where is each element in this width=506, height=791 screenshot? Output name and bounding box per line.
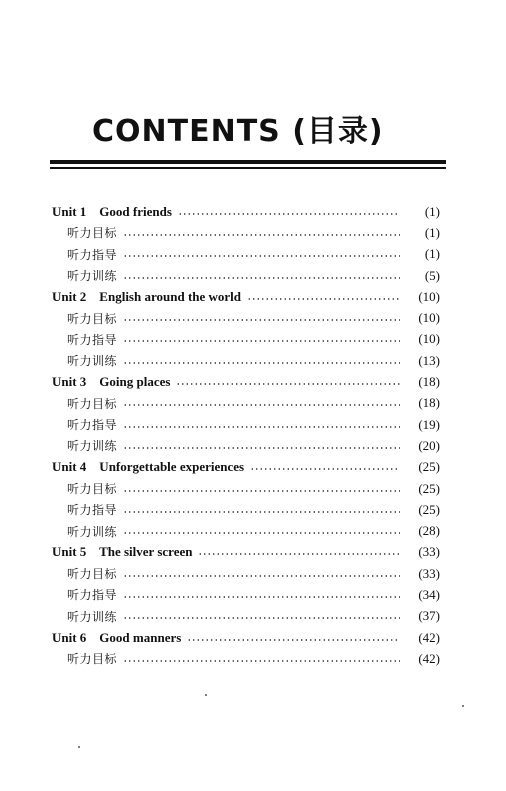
- toc-sub-entry: [0, 648, 506, 669]
- dot-leader: [123, 532, 400, 534]
- toc-page-number: (25): [418, 501, 440, 517]
- toc-sub-entry: [0, 499, 506, 520]
- toc-unit-entry: [0, 542, 506, 563]
- dot-leader: [123, 319, 400, 321]
- toc-page-number: (25): [418, 459, 440, 475]
- toc-sub-entry: [0, 350, 506, 371]
- dot-leader: [178, 213, 400, 215]
- toc-page-number: (19): [418, 416, 440, 432]
- toc-page-number: (10): [418, 288, 440, 304]
- page-title: CONTENTS (目录): [92, 114, 384, 149]
- dot-leader: [123, 447, 400, 449]
- toc-sub-entry: [0, 393, 506, 414]
- dot-leader: [123, 426, 400, 428]
- toc-entry-label: 听力训练: [67, 354, 118, 369]
- dot-leader: [123, 340, 400, 342]
- toc-sub-entry: [0, 414, 506, 435]
- toc-entry-label: 听力训练: [67, 609, 118, 624]
- toc-page-number: (18): [418, 395, 440, 411]
- toc-page-number: (13): [418, 352, 440, 368]
- toc-sub-entry: [0, 222, 506, 243]
- toc-entry-label: 听力训练: [67, 269, 118, 284]
- toc-page-number: (18): [418, 374, 440, 390]
- title-rule-thick: [50, 160, 446, 164]
- toc-entry-label: Unit 3 Going places: [52, 374, 171, 390]
- toc-entry-label: 听力目标: [67, 226, 118, 241]
- toc-sub-entry: [0, 329, 506, 350]
- toc-page-number: (1): [424, 224, 440, 240]
- toc-page-number: (28): [418, 523, 440, 539]
- toc-entry-label: 听力目标: [67, 396, 118, 411]
- toc-entry-label: 听力指导: [67, 247, 118, 262]
- toc-sub-entry: [0, 435, 506, 456]
- toc-page-number: (42): [418, 650, 440, 666]
- dot-leader: [123, 490, 400, 492]
- dot-leader: [247, 298, 400, 300]
- dot-leader: [123, 511, 400, 513]
- toc-entry-label: 听力指导: [67, 418, 118, 433]
- toc-sub-entry: [0, 265, 506, 286]
- scan-speck: [205, 694, 207, 696]
- toc-unit-entry: [0, 457, 506, 478]
- toc-entry-label: Unit 4 Unforgettable experiences: [52, 459, 245, 475]
- toc-sub-entry: [0, 478, 506, 499]
- toc-entry-label: Unit 6 Good manners: [52, 629, 182, 645]
- toc-entry-label: 听力指导: [67, 588, 118, 603]
- toc-page-number: (37): [418, 608, 440, 624]
- toc-page-number: (1): [424, 203, 440, 219]
- toc-entry-label: 听力目标: [67, 482, 118, 496]
- toc-sub-entry: [0, 563, 506, 584]
- scan-speck: [78, 746, 80, 748]
- toc-entry-label: 听力目标: [67, 567, 118, 582]
- toc-sub-entry: [0, 520, 506, 541]
- toc-entry-label: Unit 1 Good friends: [52, 203, 172, 219]
- dot-leader: [123, 362, 400, 364]
- toc-entry-label: 听力指导: [67, 503, 118, 518]
- toc-unit-entry: [0, 201, 506, 222]
- toc-entry-label: Unit 5 The silver screen: [52, 544, 193, 560]
- toc-page-number: (1): [424, 246, 440, 262]
- toc-entry-label: 听力指导: [67, 332, 118, 347]
- title-rule-thin: [50, 167, 446, 169]
- toc-page-number: (33): [418, 565, 440, 581]
- dot-leader: [250, 468, 400, 470]
- dot-leader: [123, 255, 400, 257]
- dot-leader: [176, 383, 400, 385]
- toc-page-number: (34): [418, 586, 440, 602]
- toc-sub-entry: [0, 584, 506, 605]
- dot-leader: [198, 553, 400, 555]
- toc-entry-label: 听力训练: [67, 439, 118, 454]
- toc-page-number: (10): [418, 331, 440, 347]
- toc-unit-entry: [0, 627, 506, 648]
- dot-leader: [123, 617, 400, 619]
- dot-leader: [123, 234, 400, 236]
- dot-leader: [123, 660, 400, 662]
- table-of-contents: [0, 201, 506, 670]
- toc-entry-label: 听力目标: [67, 652, 118, 667]
- dot-leader: [123, 404, 400, 406]
- toc-entry-label: 听力训练: [67, 524, 118, 539]
- dot-leader: [123, 575, 400, 577]
- toc-unit-entry: [0, 371, 506, 392]
- toc-page-number: (42): [418, 629, 440, 645]
- toc-sub-entry: [0, 307, 506, 328]
- toc-sub-entry: [0, 244, 506, 265]
- dot-leader: [123, 596, 400, 598]
- toc-unit-entry: [0, 286, 506, 307]
- toc-page-number: (5): [424, 267, 440, 283]
- scan-speck: [462, 705, 464, 707]
- dot-leader: [187, 639, 400, 641]
- toc-sub-entry: [0, 606, 506, 627]
- toc-page-number: (10): [418, 310, 440, 326]
- toc-entry-label: 听力目标: [67, 311, 118, 326]
- toc-page-number: (25): [418, 480, 440, 496]
- toc-page-number: (20): [418, 437, 440, 453]
- dot-leader: [123, 277, 400, 279]
- toc-page-number: (33): [418, 544, 440, 560]
- toc-entry-label: Unit 2 English around the world: [52, 288, 242, 304]
